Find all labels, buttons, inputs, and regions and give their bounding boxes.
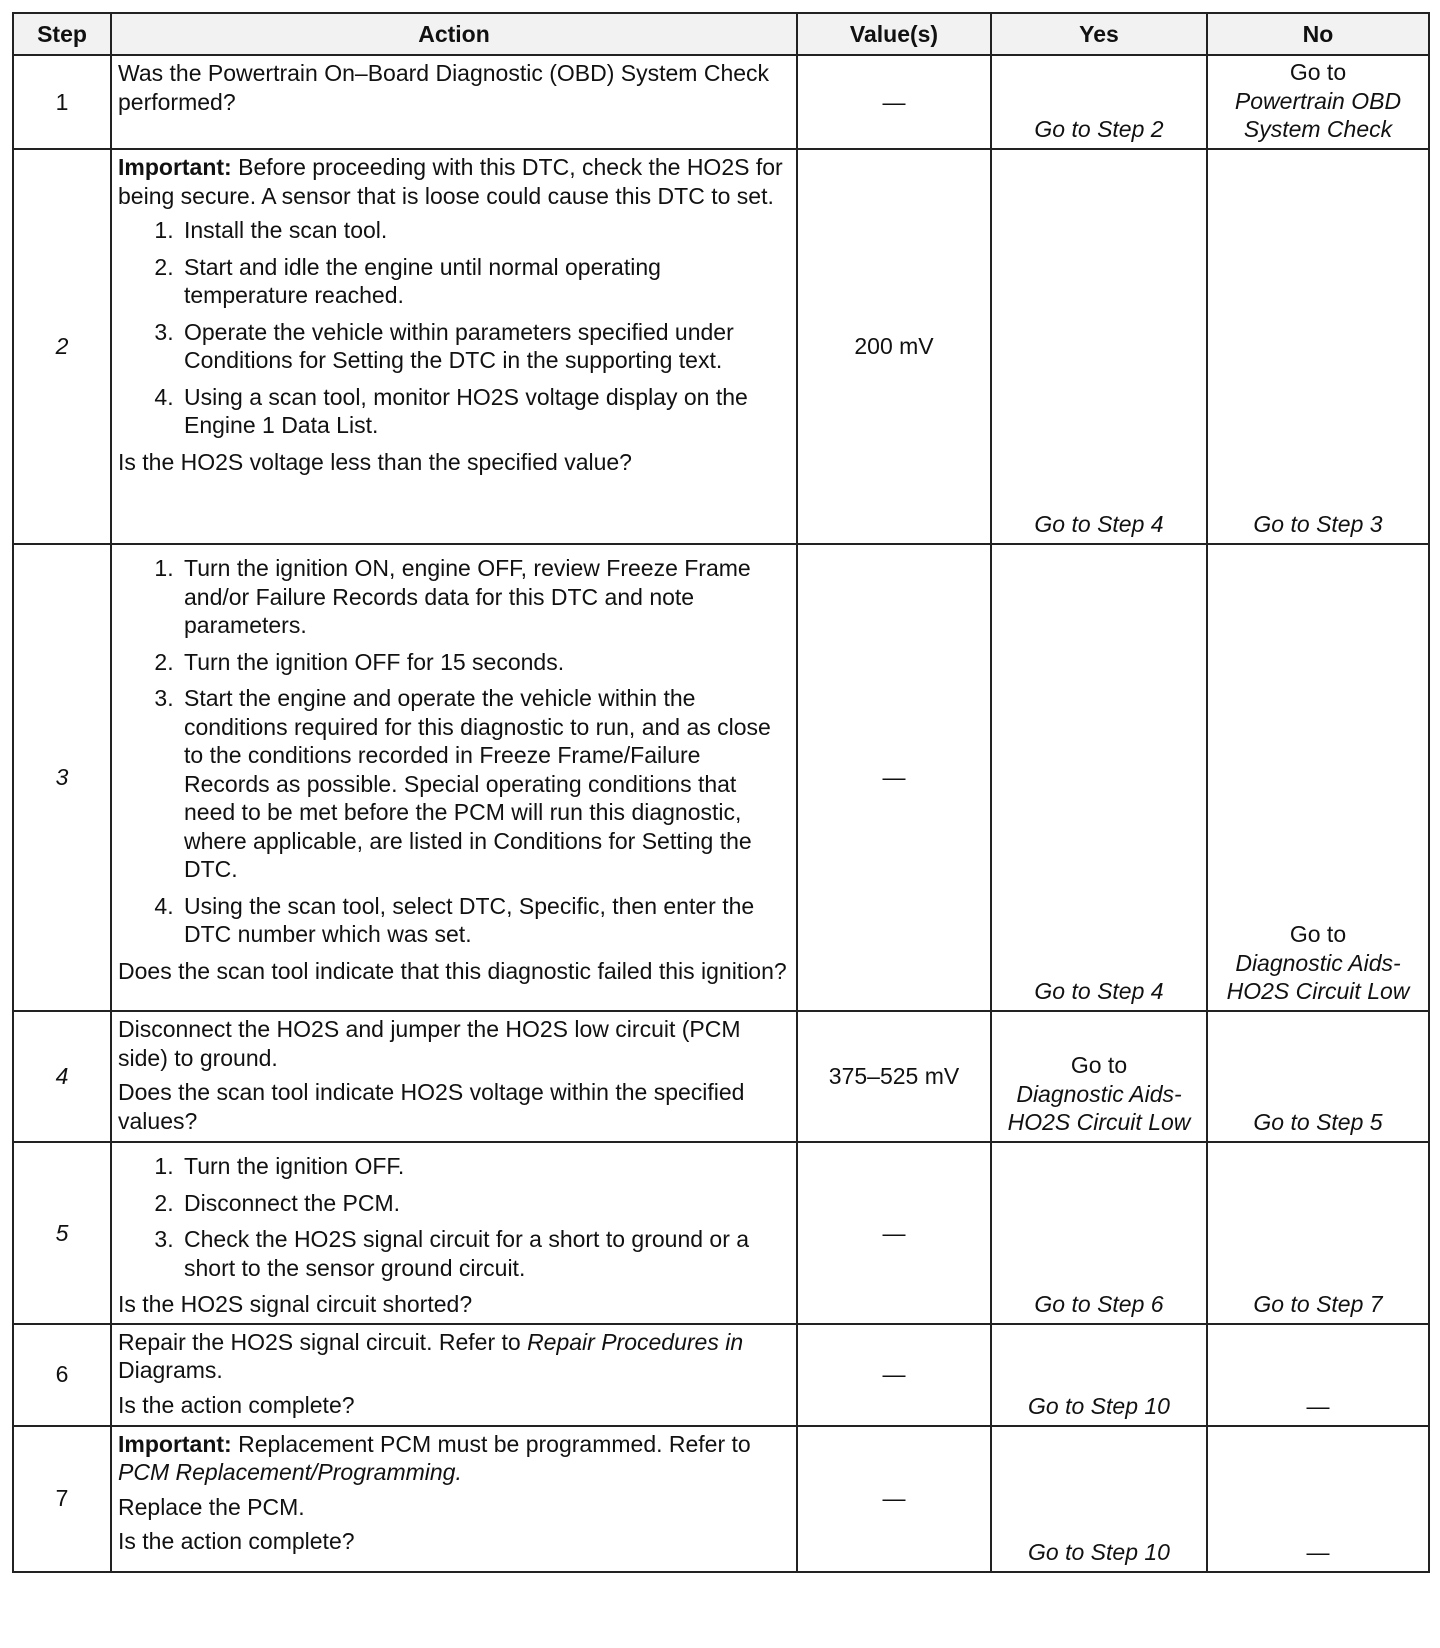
go-to-link[interactable]: Go to Step 10 (1028, 1393, 1170, 1420)
header-row (13, 13, 1429, 55)
yes-cell (991, 1426, 1207, 1572)
go-to-link[interactable]: Diagnostic Aids-HO2S Circuit Low (1226, 949, 1410, 1005)
go-to-link[interactable]: Go to Step 2 (1034, 116, 1164, 143)
yes-cell (991, 149, 1207, 544)
go-to-link[interactable]: Powertrain OBD System Check (1234, 87, 1402, 143)
header-yes: Yes (991, 13, 1207, 55)
header-step: Step (13, 13, 111, 55)
yes-cell (991, 1011, 1207, 1142)
step-number: 7 (13, 1426, 111, 1572)
no-cell (1207, 544, 1429, 1011)
action-text: Disconnect the HO2S and jumper the HO2S low circuit (PCM side) to ground. Does the scan tool indicate HO2S voltage within the specified values? (111, 1011, 797, 1142)
header-action: Action (111, 13, 797, 55)
value-cell: — (797, 1324, 991, 1426)
step-number: 1 (13, 55, 111, 149)
table-row (13, 1011, 1429, 1142)
go-to-link[interactable]: Go to Step 4 (1034, 978, 1164, 1005)
go-to-link[interactable]: Diagnostic Aids-HO2S Circuit Low (1007, 1080, 1191, 1136)
table-row (13, 1142, 1429, 1324)
yes-cell (991, 544, 1207, 1011)
no-cell (1207, 1011, 1429, 1142)
action-text: Repair the HO2S signal circuit. Refer to Repair Procedures in Diagrams. Is the action complete? (111, 1324, 797, 1426)
action-text: 1. Turn the ignition OFF. 2. Disconnect the PCM. 3. Check the HO2S signal circuit for a short to ground or a short to the sensor ground circuit. Is the HO2S signal circuit shorted? (111, 1142, 797, 1324)
dash: — (1306, 1539, 1330, 1566)
table-row (13, 55, 1429, 149)
dash: — (1306, 1393, 1330, 1420)
header-values: Value(s) (797, 13, 991, 55)
step-number: 2 (13, 149, 111, 544)
step-number: 5 (13, 1142, 111, 1324)
action-text: Was the Powertrain On–Board Diagnostic (OBD) System Check performed? (111, 55, 797, 149)
no-cell (1207, 1324, 1429, 1426)
diagnostic-table (12, 12, 1430, 1573)
value-cell: — (797, 1426, 991, 1572)
value-cell: — (797, 55, 991, 149)
go-to-link[interactable]: Go to Step 5 (1253, 1109, 1383, 1136)
go-to-link[interactable]: Go to Step 7 (1253, 1291, 1383, 1318)
go-to-link[interactable]: Go to Step 6 (1034, 1291, 1164, 1318)
value-cell: 200 mV (797, 149, 991, 544)
yes-cell (991, 1324, 1207, 1426)
action-text: Important: Replacement PCM must be programmed. Refer to PCM Replacement/Programming. Replace the PCM. Is the action complete? (111, 1426, 797, 1572)
go-to-prefix: Go to (1289, 921, 1347, 948)
value-cell: 375–525 mV (797, 1011, 991, 1142)
table-row (13, 1426, 1429, 1572)
no-cell (1207, 149, 1429, 544)
go-to-prefix: Go to (1070, 1052, 1128, 1079)
go-to-link[interactable]: Go to Step 4 (1034, 511, 1164, 538)
no-cell (1207, 1142, 1429, 1324)
no-cell (1207, 1426, 1429, 1572)
go-to-link[interactable]: Go to Step 3 (1253, 511, 1383, 538)
table-row (13, 1324, 1429, 1426)
value-cell: — (797, 544, 991, 1011)
header-no: No (1207, 13, 1429, 55)
table-row (13, 544, 1429, 1011)
yes-cell (991, 1142, 1207, 1324)
step-number: 6 (13, 1324, 111, 1426)
table-row (13, 149, 1429, 544)
go-to-prefix: Go to (1289, 59, 1347, 86)
step-number: 4 (13, 1011, 111, 1142)
step-number: 3 (13, 544, 111, 1011)
no-cell (1207, 55, 1429, 149)
go-to-link[interactable]: Go to Step 10 (1028, 1539, 1170, 1566)
action-text: 1. Turn the ignition ON, engine OFF, review Freeze Frame and/or Failure Records data for this DTC and note parameters. 2. Turn the ignition OFF for 15 seconds. 3. Start the engine and operate the vehicle within the conditions required for this diagnostic to run, and as close to the conditions recorded in Freeze Frame/Failure Records as possible. Special operating conditions that need to be met before the PCM will run this diagnostic, where applicable, are listed in Conditions for Setting the DTC. 4. Using the scan tool, select DTC, Specific, then enter the DTC number which was set. Does the scan tool indicate that this diagnostic failed this ignition? (111, 544, 797, 1011)
action-text: Important: Before proceeding with this DTC, check the HO2S for being secure. A sensor that is loose could cause this DTC to set. 1. Install the scan tool. 2. Start and idle the engine until normal operating temperature reached. 3. Operate the vehicle within parameters specified under Conditions for Setting the DTC in the supporting text. 4. Using a scan tool, monitor HO2S voltage display on the Engine 1 Data List. Is the HO2S voltage less than the specified value? (111, 149, 797, 544)
yes-cell (991, 55, 1207, 149)
value-cell: — (797, 1142, 991, 1324)
